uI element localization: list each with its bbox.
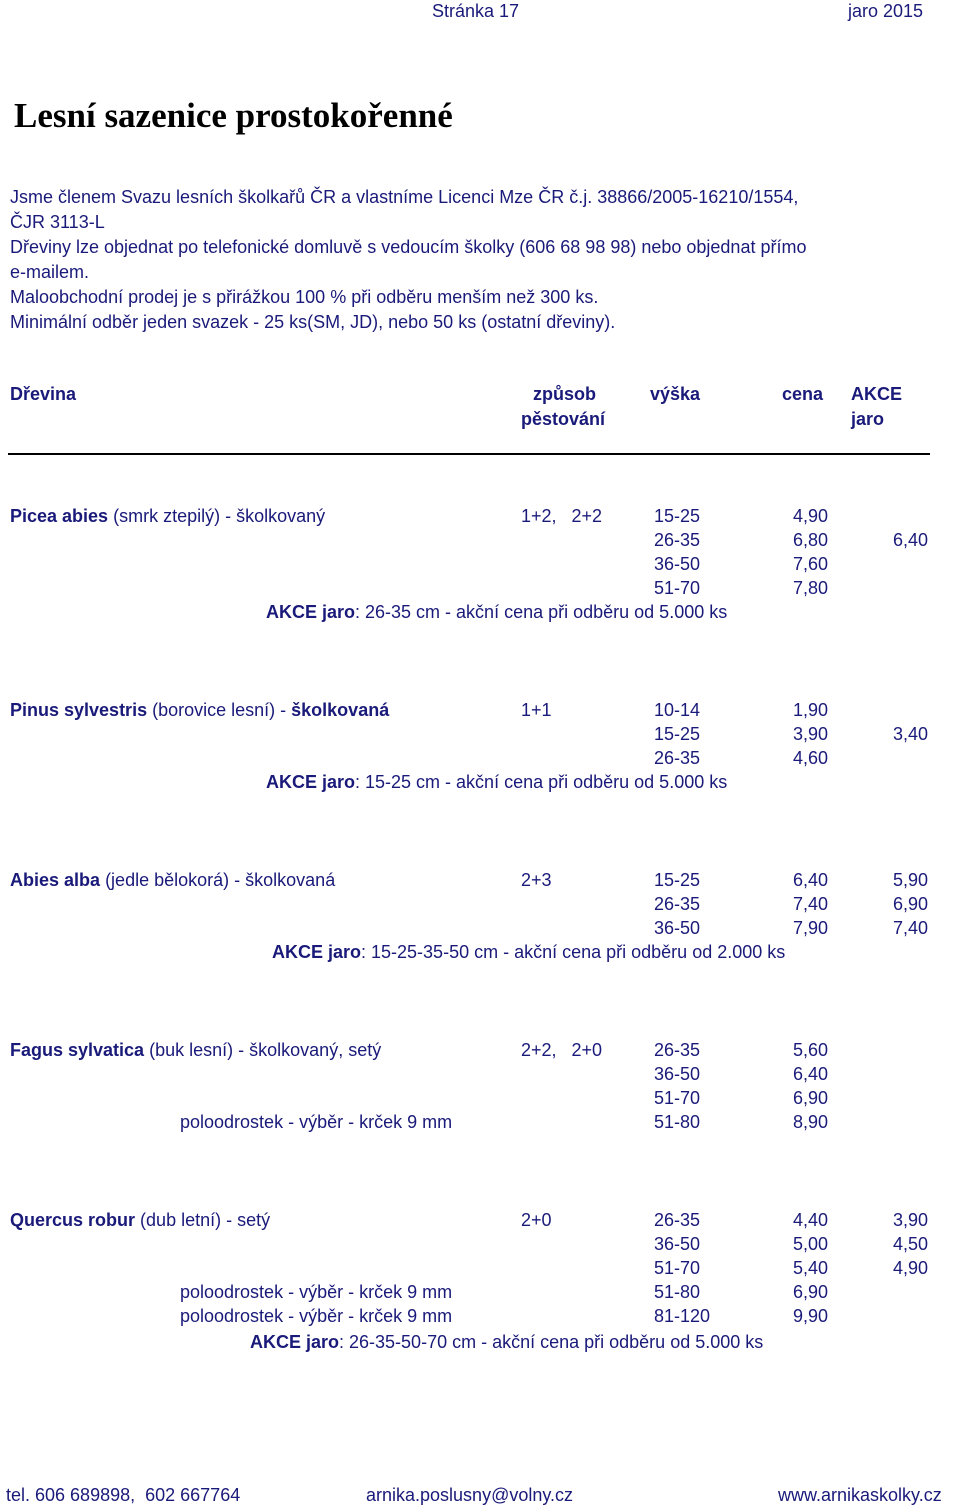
row-height: 36-50 [654, 918, 701, 938]
species-latin: Picea abies [10, 506, 109, 526]
row-promo-price: 6,40 [892, 530, 928, 550]
footer-email[interactable]: arnika.poslusny@volny.cz [366, 1485, 574, 1505]
row-price: 6,80 [792, 530, 828, 550]
species-common: (jedle bělokorá) [105, 870, 230, 890]
row-promo-price: 3,40 [892, 724, 928, 744]
row-height: 10-14 [654, 700, 701, 720]
promo-label: AKCE jaro [272, 942, 362, 962]
row-height: 26-35 [654, 894, 701, 914]
row-promo-price: 4,50 [892, 1234, 928, 1254]
column-header-method-2: pěstování [521, 409, 606, 429]
row-price: 7,80 [792, 578, 828, 598]
row-price: 5,60 [792, 1040, 828, 1060]
promo-note [272, 941, 785, 963]
row-price: 1,90 [792, 700, 828, 720]
species-common: (buk lesní) [149, 1040, 234, 1060]
species-name [10, 505, 325, 527]
row-height: 26-35 [654, 1040, 701, 1060]
row-price: 4,40 [792, 1210, 828, 1230]
intro-line: Jsme členem Svazu lesních školkařů ČR a vlastníme Licenci Mze ČR č.j. 38866/2005-16210/1554, [10, 187, 799, 207]
species-latin: Fagus sylvatica [10, 1040, 145, 1060]
species-method: 2+2, 2+0 [521, 1040, 603, 1060]
row-promo-price: 5,90 [892, 870, 928, 890]
intro-line: Maloobchodní prodej je s přirážkou 100 % při odběru menším než 300 ks. [10, 287, 599, 307]
species-method: 1+1 [521, 700, 552, 720]
page-title: Lesní sazenice prostokořenné [14, 96, 453, 135]
row-height: 81-120 [654, 1306, 711, 1326]
row-height: 15-25 [654, 506, 701, 526]
row-height: 15-25 [654, 870, 701, 890]
species-type: - školkovaný [225, 506, 326, 526]
row-height: 26-35 [654, 748, 701, 768]
promo-label: AKCE jaro [266, 772, 356, 792]
row-promo-price: 6,90 [892, 894, 928, 914]
row-price: 7,60 [792, 554, 828, 574]
intro-line: e-mailem. [10, 262, 90, 282]
promo-text: : 15-25 cm - akční cena při odběru od 5.000 ks [355, 772, 728, 792]
row-height: 36-50 [654, 1064, 701, 1084]
footer-website[interactable]: www.arnikaskolky.cz [778, 1485, 942, 1505]
species-type: školkovaná [291, 700, 390, 720]
species-method: 1+2, 2+2 [521, 506, 603, 526]
column-header-species: Dřevina [10, 384, 77, 404]
promo-note [266, 771, 727, 793]
row-height: 51-70 [654, 1258, 701, 1278]
row-promo-price: 4,90 [892, 1258, 928, 1278]
species-latin: Quercus robur [10, 1210, 136, 1230]
column-header-method: způsob [533, 384, 596, 404]
promo-label: AKCE jaro [266, 602, 356, 622]
row-height: 51-80 [654, 1282, 701, 1302]
row-promo-price: 7,40 [892, 918, 928, 938]
promo-text: : 26-35 cm - akční cena při odběru od 5.000 ks [355, 602, 728, 622]
row-height: 51-70 [654, 578, 701, 598]
species-common: (dub letní) [140, 1210, 222, 1230]
row-price: 6,40 [792, 870, 828, 890]
species-common: (borovice lesní) - [152, 700, 287, 720]
species-name [10, 869, 335, 891]
row-promo-price: 3,90 [892, 1210, 928, 1230]
promo-note [266, 601, 727, 623]
species-method: 2+3 [521, 870, 552, 890]
species-name [10, 1209, 270, 1231]
header-divider [8, 453, 930, 455]
row-price: 6,90 [792, 1282, 828, 1302]
page-number: Stránka 17 [432, 1, 520, 21]
species-latin: Pinus sylvestris [10, 700, 148, 720]
row-price: 5,00 [792, 1234, 828, 1254]
row-price: 8,90 [792, 1112, 828, 1132]
row-note: poloodrostek - výběr - krček 9 mm [180, 1282, 453, 1302]
intro-line: ČJR 3113-L [10, 212, 105, 232]
row-price: 6,90 [792, 1088, 828, 1108]
row-height: 15-25 [654, 724, 701, 744]
row-price: 5,40 [792, 1258, 828, 1278]
row-height: 26-35 [654, 530, 701, 550]
row-price: 7,40 [792, 894, 828, 914]
intro-line: Minimální odběr jeden svazek - 25 ks(SM, JD), nebo 50 ks (ostatní dřeviny). [10, 312, 616, 332]
row-price: 3,90 [792, 724, 828, 744]
species-latin: Abies alba [10, 870, 101, 890]
row-price: 4,60 [792, 748, 828, 768]
footer-phone: tel. 606 689898, 602 667764 [6, 1485, 241, 1505]
row-height: 51-80 [654, 1112, 701, 1132]
promo-note [250, 1331, 763, 1353]
column-header-promo: AKCE [851, 384, 903, 404]
row-height: 36-50 [654, 554, 701, 574]
species-type: - školkovaná [234, 870, 336, 890]
species-name [10, 699, 389, 721]
column-header-price: cena [782, 384, 824, 404]
column-header-promo-2: jaro [851, 409, 885, 429]
row-note: poloodrostek - výběr - krček 9 mm [180, 1306, 453, 1326]
intro-line: Dřeviny lze objednat po telefonické domluvě s vedoucím školky (606 68 98 98) nebo objednat přímo [10, 237, 807, 257]
row-height: 36-50 [654, 1234, 701, 1254]
row-price: 7,90 [792, 918, 828, 938]
column-header-height: výška [650, 384, 701, 404]
promo-text: : 15-25-35-50 cm - akční cena při odběru od 2.000 ks [361, 942, 786, 962]
promo-label: AKCE jaro [250, 1332, 340, 1352]
row-price: 9,90 [792, 1306, 828, 1326]
species-type: - školkovaný, setý [238, 1040, 382, 1060]
row-height: 51-70 [654, 1088, 701, 1108]
species-method: 2+0 [521, 1210, 552, 1230]
promo-text: : 26-35-50-70 cm - akční cena při odběru od 5.000 ks [339, 1332, 764, 1352]
row-note: poloodrostek - výběr - krček 9 mm [180, 1112, 453, 1132]
row-price: 4,90 [792, 506, 828, 526]
species-common: (smrk ztepilý) [113, 506, 221, 526]
species-name [10, 1039, 381, 1061]
row-price: 6,40 [792, 1064, 828, 1084]
species-type: - setý [226, 1210, 271, 1230]
row-height: 26-35 [654, 1210, 701, 1230]
season-label: jaro 2015 [848, 1, 924, 21]
